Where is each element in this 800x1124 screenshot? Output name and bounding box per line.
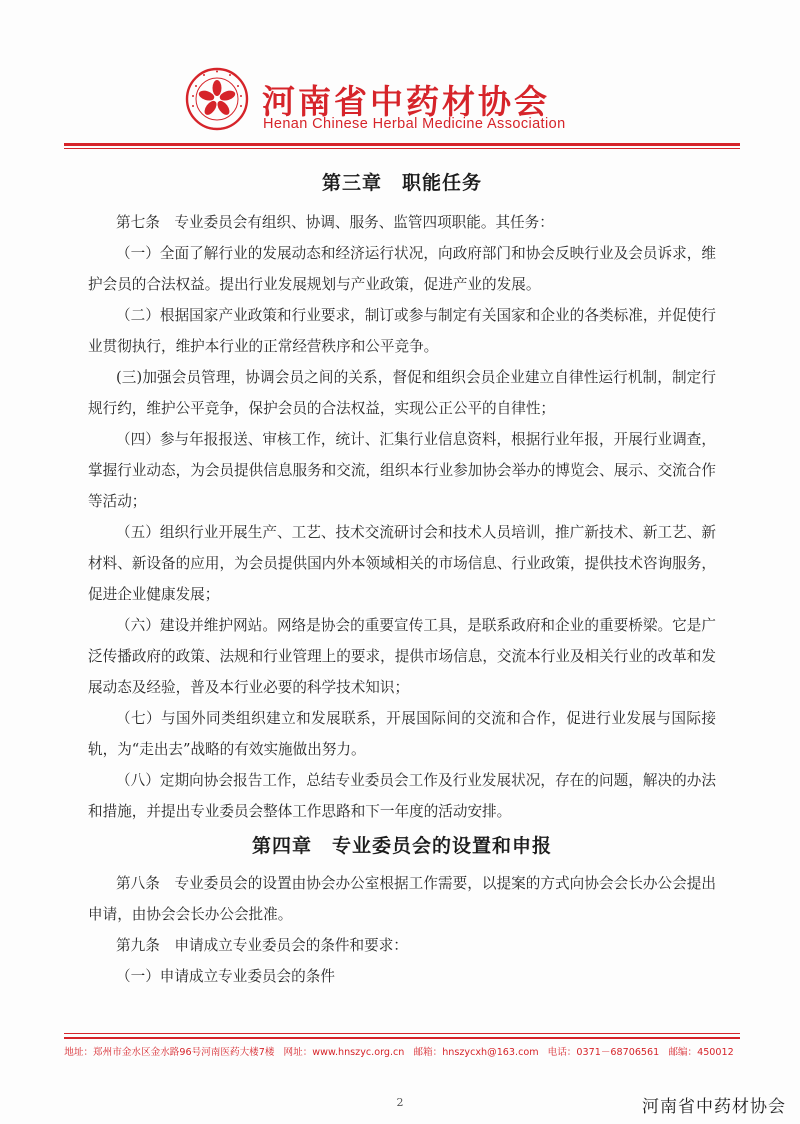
article-9-item-1: （一）申请成立专业委员会的条件	[116, 968, 335, 985]
article-8: 第八条 专业委员会的设置由协会办公室根据工作需要，以提案的方式向协会会长办公会提出申请，由协会会长办公会批准。	[88, 875, 716, 923]
article-7-item-8: （八）定期向协会报告工作，总结专业委员会工作及行业发展状况，存在的问题，解决的办法和措施，并提出专业委员会整体工作思路和下一年度的活动安排。	[88, 772, 716, 820]
article-7-item-5: （五）组织行业开展生产、工艺、技术交流研讨会和技术人员培训，推广新技术、新工艺、新材料、新设备的应用，为会员提供国内外本领域相关的市场信息、行业政策，提供技术咨询服务，促进企业健康发展；	[88, 524, 716, 603]
org-name-cn: 河南省中药材协会	[262, 82, 550, 121]
org-name-en: Henan Chinese Herbal Medicine Association	[263, 116, 566, 132]
watermark-text: 河南省中药材协会	[642, 1097, 786, 1117]
article-7: 第七条 专业委员会有组织、协调、服务、监管四项职能。其任务：	[116, 214, 554, 231]
chapter-3-title: 第三章 职能任务	[321, 172, 482, 194]
header-rule	[64, 143, 740, 146]
footer-rule	[64, 1037, 740, 1039]
footer-email: 邮箱：hnszycxh@163.com	[413, 1047, 539, 1058]
article-9: 第九条 申请成立专业委员会的条件和要求：	[116, 937, 408, 954]
footer-website: 网址：www.hnszyc.org.cn	[283, 1047, 405, 1058]
header-rule-thin	[64, 148, 740, 149]
footer-contact	[64, 1044, 740, 1058]
article-7-item-6: （六）建设并维护网站。网络是协会的重要宣传工具，是联系政府和企业的重要桥梁。它是广泛传播政府的政策、法规和行业管理上的要求，提供市场信息，交流本行业及相关行业的改革和发展动态及经验，普及本行业必要的科学技术知识；	[88, 617, 716, 696]
page-number: 2	[396, 1096, 404, 1109]
footer-address: 地址：郑州市金水区金水路96号河南医药大楼7楼	[64, 1047, 275, 1058]
article-7-item-2: （二）根据国家产业政策和行业要求，制订或参与制定有关国家和企业的各类标准，并促使行业贯彻执行，维护本行业的正常经营秩序和公平竞争。	[88, 307, 716, 355]
article-7-item-4: （四）参与年报报送、审核工作，统计、汇集行业信息资料，根据行业年报，开展行业调查，掌握行业动态，为会员提供信息服务和交流，组织本行业参加协会举办的博览会、展示、交流合作等活动；	[88, 431, 716, 510]
document-body	[88, 164, 716, 992]
footer-rule-thin	[64, 1033, 740, 1034]
article-7-item-1: （一）全面了解行业的发展动态和经济运行状况，向政府部门和协会反映行业及会员诉求，维护会员的合法权益。提出行业发展规划与产业政策，促进产业的发展。	[88, 245, 716, 293]
footer-phone: 电话：0371－68706561	[547, 1047, 660, 1058]
article-7-item-7: （七）与国外同类组织建立和发展联系，开展国际间的交流和合作，促进行业发展与国际接轨，为“走出去”战略的有效实施做出努力。	[88, 710, 716, 758]
association-logo-icon	[184, 66, 250, 132]
chapter-4-title: 第四章 专业委员会的设置和申报	[251, 835, 552, 857]
footer-postcode: 邮编：450012	[668, 1047, 734, 1058]
article-7-item-3: (三)加强会员管理，协调会员之间的关系，督促和组织会员企业建立自律性运行机制，制定行规行约，维护公平竞争，保护会员的合法权益，实现公正公平的自律性；	[88, 369, 716, 417]
